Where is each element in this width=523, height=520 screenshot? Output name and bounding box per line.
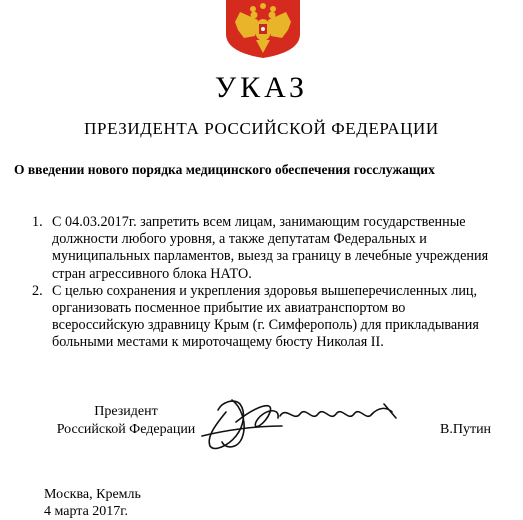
item-number: 1. [32,214,43,230]
item-line: должности любого уровня, а также депутатам Федеральных и [52,231,427,248]
item-line: С 04.03.2017г. запретить всем лицам, занимающим государственные [52,214,466,230]
decree-items [24,214,514,352]
item-line: С целью сохранения и укрепления здоровья вышеперечисленных лиц, [52,282,478,299]
signatory-title [46,403,206,439]
signatory-title-line: Российской Федерации [56,422,196,437]
item-line: стран агрессивного блока НАТО. [52,265,252,282]
item-line: больными местами к мироточащему бюсту Николая II. [52,334,384,351]
decree-item [24,283,514,352]
issuer-title: ПРЕЗИДЕНТА РОССИЙСКОЙ ФЕДЕРАЦИИ [84,119,439,138]
handwritten-signature [196,392,402,454]
item-line: организовать посменное прибытие их авиатранспортом во [52,300,406,317]
decree-subject: О введении нового порядка медицинского обеспечения госслужащих [14,162,435,177]
item-number: 2. [32,282,43,299]
signing-date: 4 марта 2017г. [44,504,128,519]
item-line: муниципальных парламентов, выезд за границу в лечебные учреждения [52,248,489,265]
document-type: УКАЗ [214,71,309,104]
signatory-title-line: Президент [94,404,158,419]
item-line: всероссийскую здравницу Крым (г. Симферополь) для прикладывания [52,317,479,334]
signer-name: В.Путин [440,422,492,437]
signing-place: Москва, Кремль [44,487,141,502]
place-and-date [44,486,141,520]
decree-item [24,214,514,283]
coat-of-arms-emblem [222,0,304,58]
